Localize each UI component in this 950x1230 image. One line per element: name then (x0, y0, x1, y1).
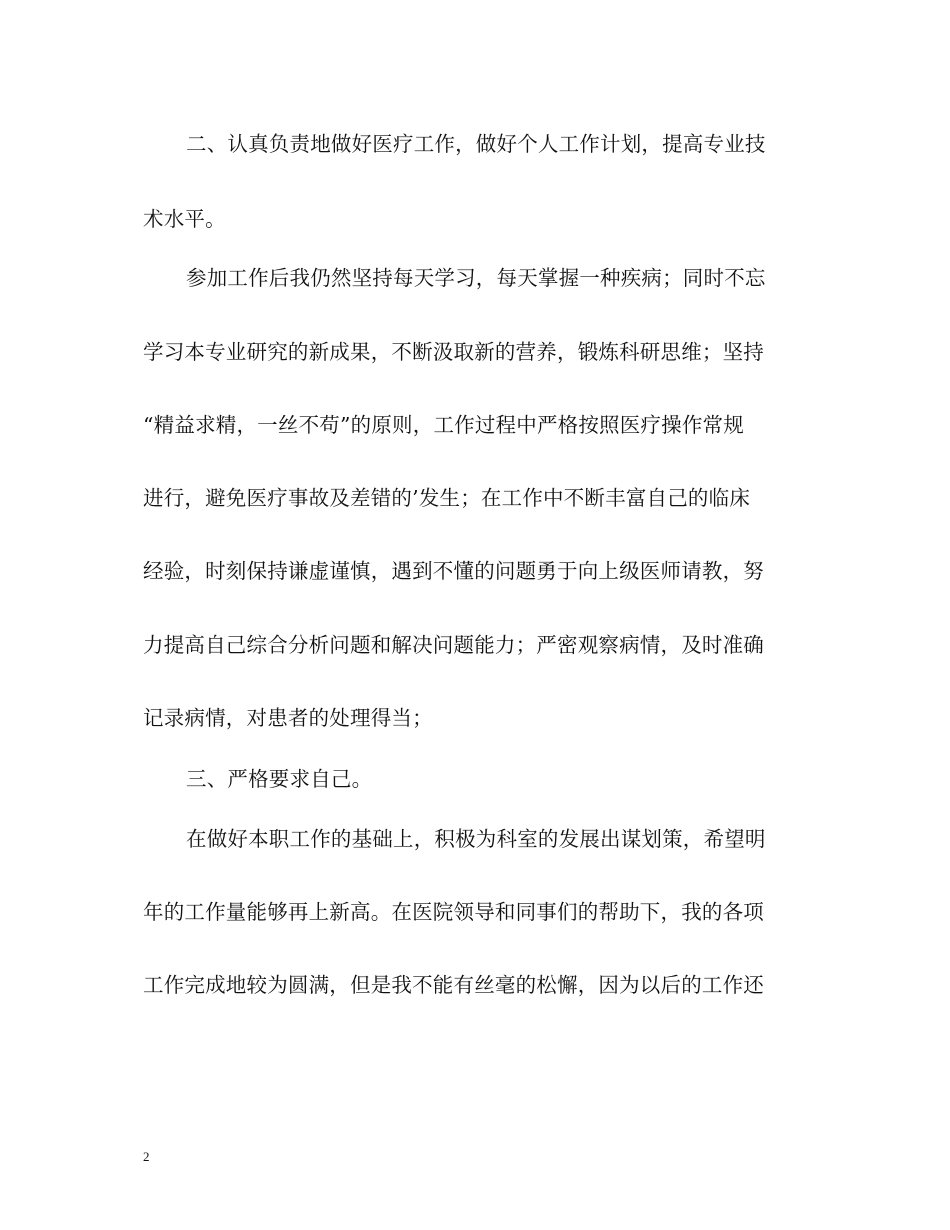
text-line: 年的工作量能够再上新高。在医院领导和同事们的帮助下，我的各项 (143, 900, 764, 924)
text-line: 学习本专业研究的新成果，不断汲取新的营养，锻炼科研思维；坚持 (143, 340, 764, 364)
heading-section-2: 二、认真负责地做好医疗工作，做好个人工作计划，提高专业技 (186, 132, 766, 156)
page-number: 2 (143, 1149, 150, 1164)
text-line: “精益求精，一丝不苟”的原则，工作过程中严格按照医疗操作常规 (143, 413, 744, 437)
text-line: 进行，避免医疗事故及差错的’发生；在工作中不断丰富自己的临床 (143, 486, 751, 510)
heading-section-3: 三、严格要求自己。 (186, 767, 373, 791)
paragraph-start: 在做好本职工作的基础上，积极为科室的发展出谋划策，希望明 (186, 827, 766, 851)
text-line: 力提高自己综合分析问题和解决问题能力；严密观察病情，及时准确 (143, 633, 764, 657)
text-line: 工作完成地较为圆满，但是我不能有丝毫的松懈，因为以后的工作还 (143, 973, 764, 997)
text-line: 记录病情，对患者的处理得当； (143, 706, 433, 730)
paragraph-start: 参加工作后我仍然坚持每天学习，每天掌握一种疾病；同时不忘 (186, 266, 766, 290)
text-line: 经验，时刻保持谦虚谨慎，遇到不懂的问题勇于向上级医师请教，努 (143, 559, 764, 583)
text-line: 术水平。 (143, 207, 226, 231)
